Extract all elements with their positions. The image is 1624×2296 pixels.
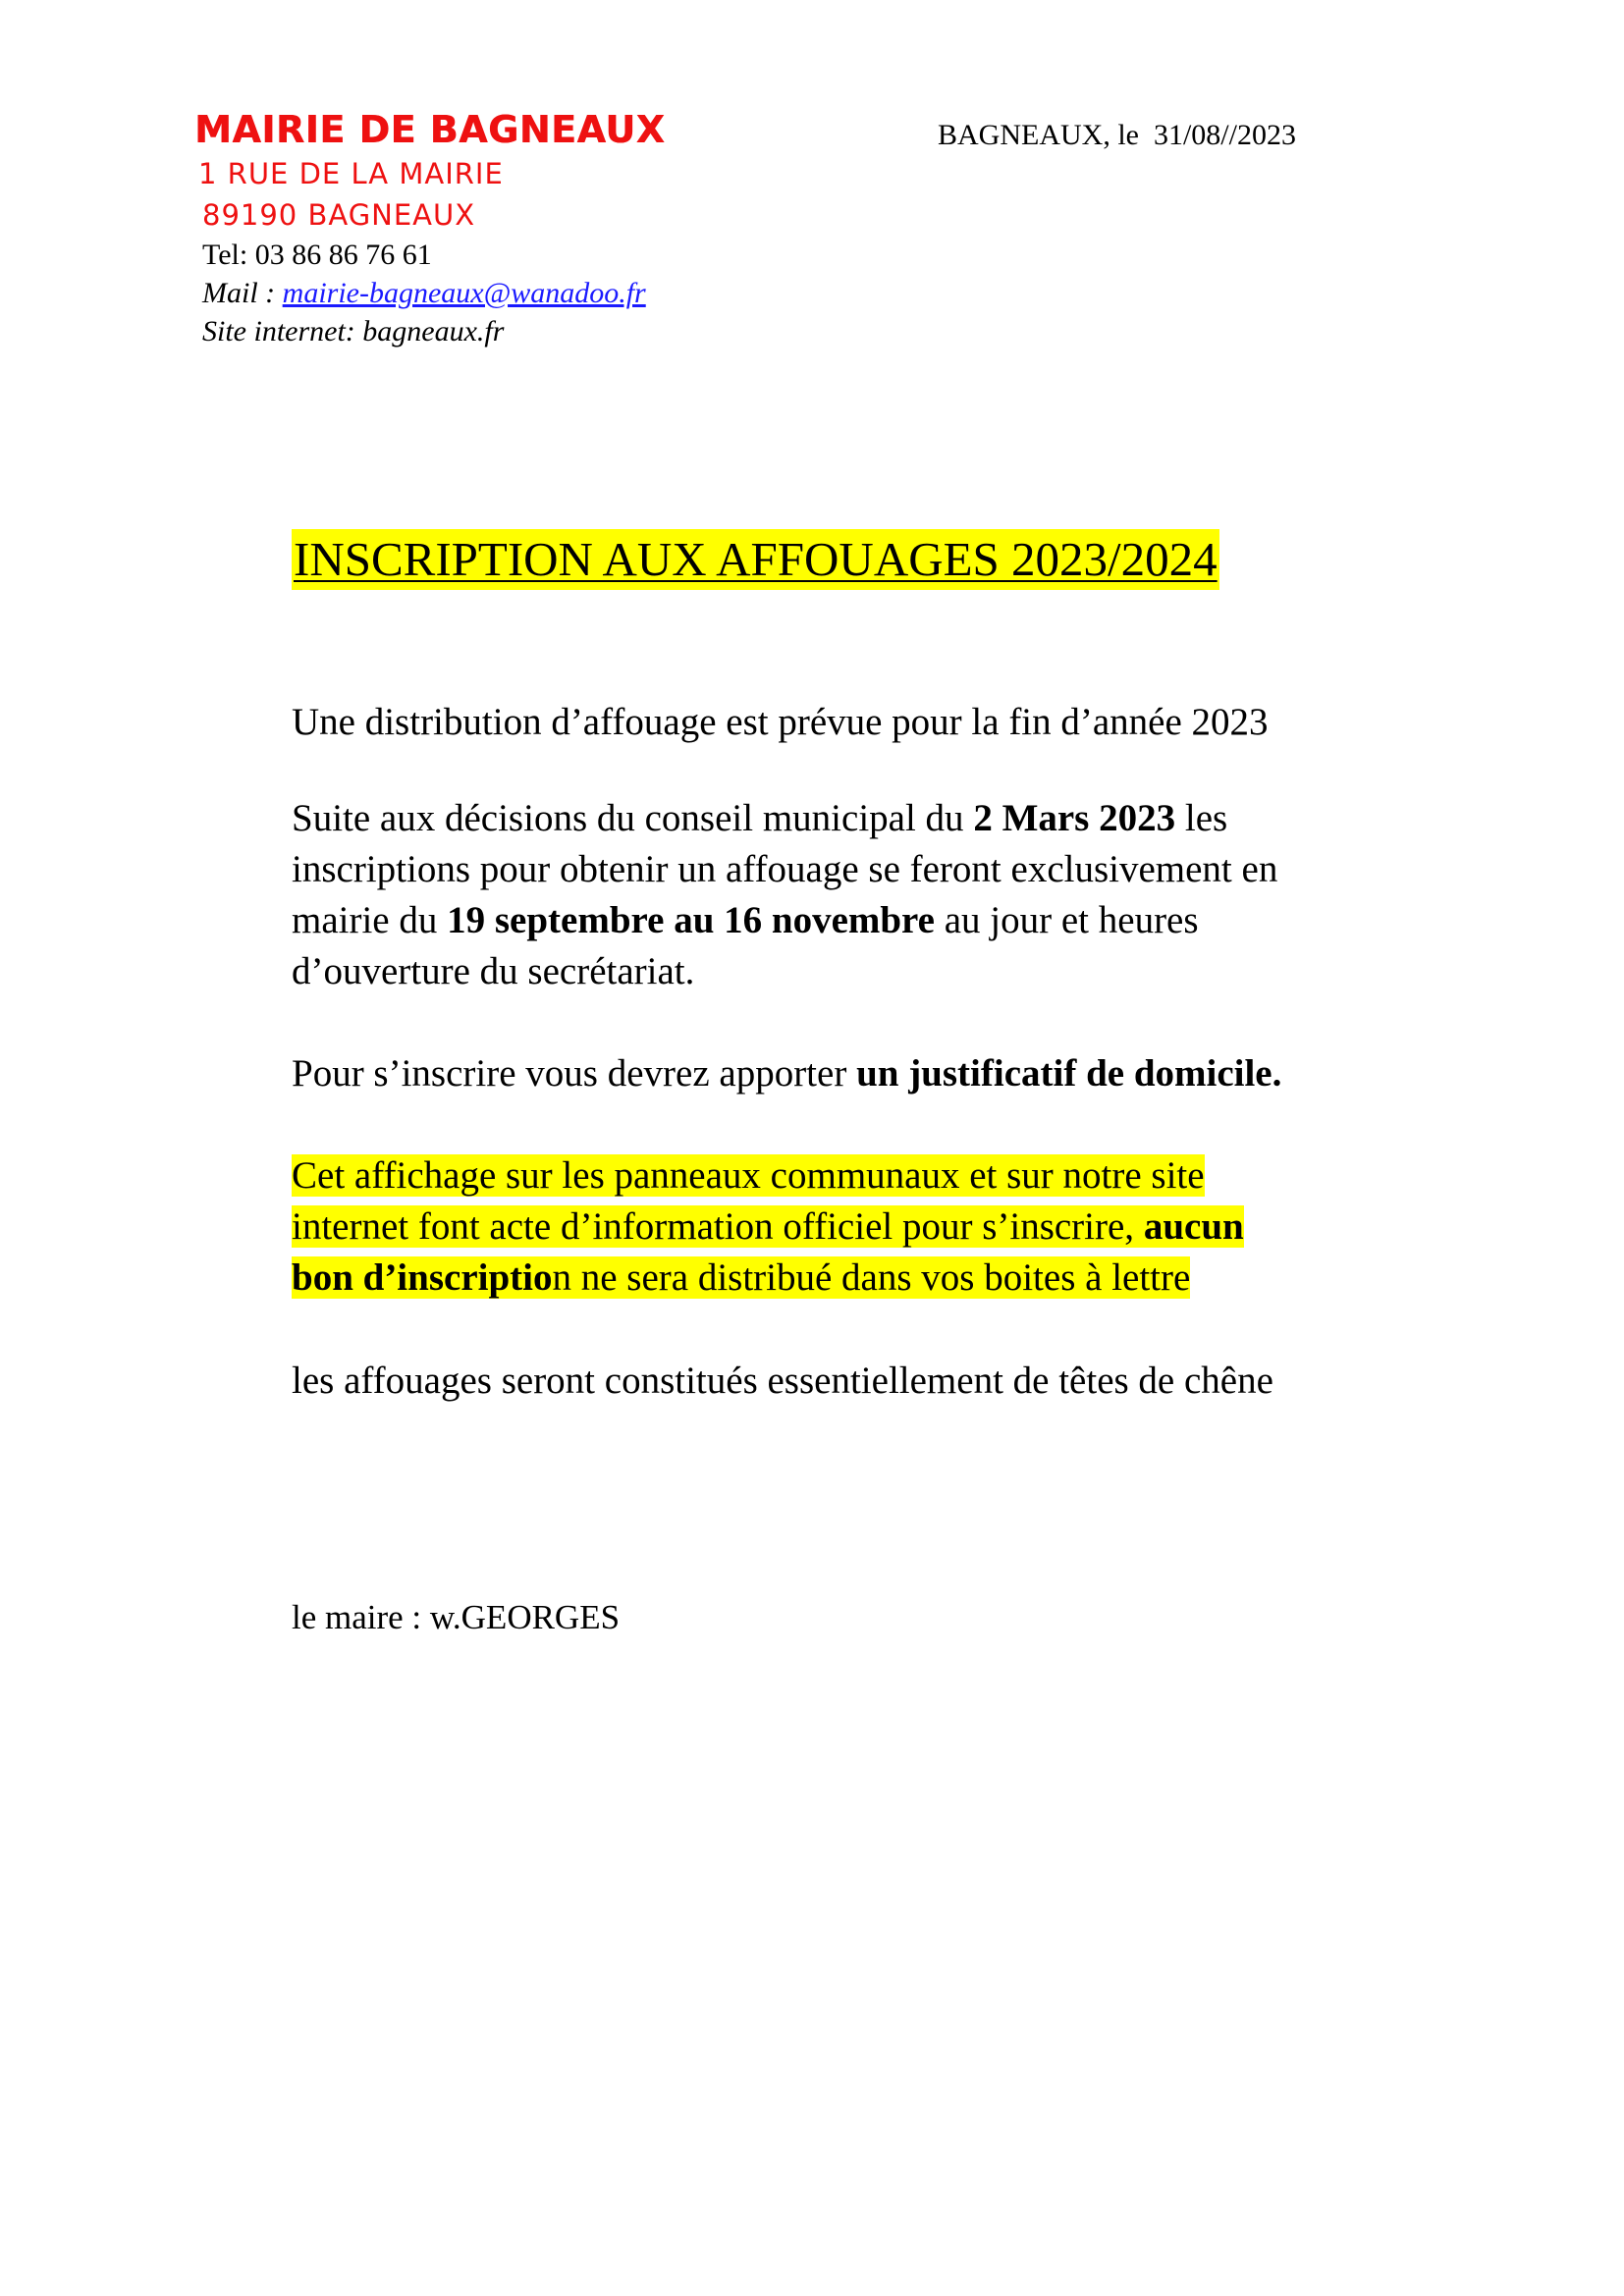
text-span: Suite aux décisions du conseil municipal du: [292, 797, 974, 839]
telephone: Tel: 03 86 86 76 61: [202, 239, 432, 271]
decisions-line-2: inscriptions pour obtenir un affouage se feront exclusivement en: [292, 848, 1278, 890]
highlighted-text: internet font acte d’information officiel pour s’inscrire,: [292, 1205, 1144, 1248]
paragraph-notice: [292, 1150, 1450, 1304]
document-body: [292, 697, 1450, 1407]
paragraph-decisions: [292, 793, 1450, 997]
mail-link[interactable]: mairie-bagneaux@wanadoo.fr: [282, 277, 646, 309]
registration-period: 19 septembre au 16 novembre: [447, 899, 935, 941]
date-line: BAGNEAUX, le 31/08//2023: [938, 119, 1296, 151]
text-span: Pour s’inscrire vous devrez apporter: [292, 1052, 857, 1095]
highlighted-text: n ne sera distribué dans vos boites à lettre: [552, 1256, 1191, 1299]
required-document: un justificatif de domicile.: [856, 1052, 1282, 1095]
notice-line-3: [292, 1253, 1450, 1304]
highlighted-text: Cet affichage sur les panneaux communaux et sur notre site: [292, 1154, 1205, 1197]
letterhead: [194, 106, 882, 350]
address-street: 1 RUE DE LA MAIRIE: [198, 157, 504, 190]
highlighted-bold-text: bon d’inscriptio: [292, 1256, 553, 1299]
document-title: INSCRIPTION AUX AFFOUAGES 2023/2024: [292, 529, 1219, 590]
website: Site internet: bagneaux.fr: [202, 315, 505, 347]
text-span: les: [1175, 797, 1228, 839]
paragraph-composition: les affouages seront constitués essentiellement de têtes de chêne: [292, 1360, 1273, 1402]
notice-line-2: [292, 1201, 1450, 1253]
decisions-line-1: [292, 793, 1450, 844]
address-city: 89190 BAGNEAUX: [202, 198, 476, 232]
decisions-line-3: [292, 895, 1450, 946]
mail-line: [202, 274, 882, 312]
highlighted-bold-text: aucun: [1143, 1205, 1244, 1248]
notice-line-1: [292, 1150, 1450, 1201]
mairie-name: MAIRIE DE BAGNEAUX: [194, 108, 666, 151]
paragraph-requirements: [292, 1048, 1450, 1099]
signature: le maire : w.GEORGES: [292, 1598, 621, 1636]
text-span: au jour et heures: [934, 899, 1199, 941]
decisions-line-4: d’ouverture du secrétariat.: [292, 950, 695, 992]
paragraph-distribution: Une distribution d’affouage est prévue pour la fin d’année 2023: [292, 701, 1269, 743]
text-span: mairie du: [292, 899, 448, 941]
mail-label: Mail :: [202, 277, 283, 309]
council-date: 2 Mars 2023: [973, 797, 1176, 839]
